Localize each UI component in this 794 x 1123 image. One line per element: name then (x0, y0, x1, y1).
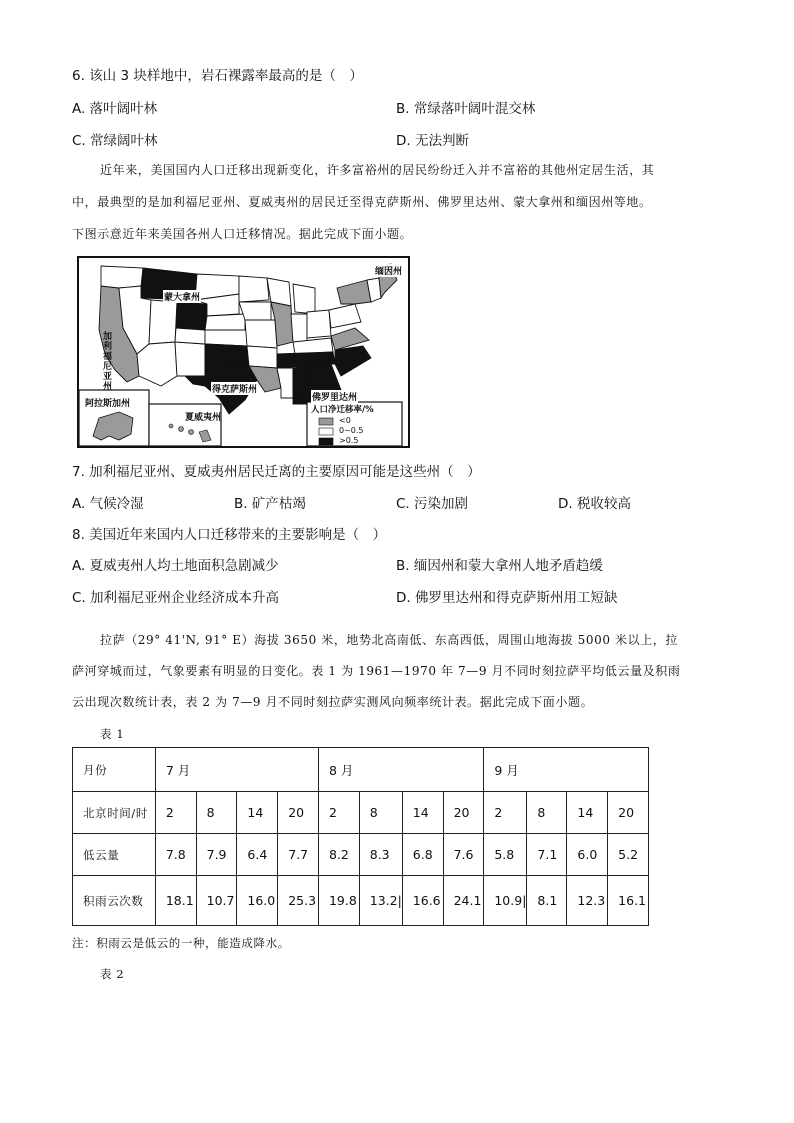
low-cloud-cell: 5.8 (484, 834, 527, 876)
q7-option-d: D. 税收较高 (558, 496, 631, 512)
cumulonimbus-cell: 8.1 (527, 876, 567, 926)
label-california: 加 利 福 尼 亚 州 (103, 332, 113, 392)
low-cloud-cell: 5.2 (608, 834, 649, 876)
q8-option-a: A. 夏威夷州人均土地面积急剧减少 (72, 558, 279, 574)
table1-caption: 表 1 (100, 727, 125, 741)
legend-item-low: 0~0.5 (339, 426, 364, 435)
q7-option-b: B. 矿产枯竭 (234, 496, 306, 512)
low-cloud-cell: 7.9 (196, 834, 237, 876)
us-map-svg (79, 258, 408, 446)
hour-cell: 8 (527, 792, 567, 834)
cumulonimbus-cell: 16.0 (237, 876, 278, 926)
low-cloud-cell: 8.3 (359, 834, 402, 876)
cumulonimbus-cell: 18.1 (155, 876, 196, 926)
low-cloud-cell: 7.6 (443, 834, 484, 876)
low-cloud-cell: 6.0 (567, 834, 608, 876)
label-hawaii: 夏威夷州 (185, 413, 222, 423)
hour-cell: 8 (196, 792, 237, 834)
hour-cell: 8 (359, 792, 402, 834)
q7-stem: 7. 加利福尼亚州、夏威夷州居民迁离的主要原因可能是这些州（ ） (72, 464, 481, 480)
us-migration-map (77, 256, 410, 448)
cumulonimbus-cell: 12.3 (567, 876, 608, 926)
hour-cell: 14 (567, 792, 608, 834)
table1-row-cumulonimbus (73, 876, 649, 926)
cumulonimbus-cell: 25.3 (278, 876, 319, 926)
hour-cell: 14 (402, 792, 443, 834)
cumulonimbus-cell: 24.1 (443, 876, 484, 926)
row-label-cumulonimbus: 积雨云次数 (73, 876, 156, 926)
hour-cell: 2 (484, 792, 527, 834)
label-maine: 缅因州 (375, 264, 402, 277)
hour-cell: 20 (278, 792, 319, 834)
passage2-line-3: 云出现次数统计表，表 2 为 7—9 月不同时刻拉萨实测风向频率统计表。据此完成下面小题。 (72, 695, 594, 709)
low-cloud-cell: 7.7 (278, 834, 319, 876)
table2-caption: 表 2 (100, 967, 125, 981)
hour-cell: 14 (237, 792, 278, 834)
hour-cell: 20 (443, 792, 484, 834)
hour-cell: 2 (155, 792, 196, 834)
month-july: 7 月 (155, 748, 318, 792)
cumulonimbus-cell: 16.1 (608, 876, 649, 926)
cumulonimbus-cell: 10.7 (196, 876, 237, 926)
q8-option-c: C. 加利福尼亚州企业经济成本升高 (72, 590, 280, 606)
passage1-line-2: 中，最典型的是加利福尼亚州、夏威夷州的居民迁至得克萨斯州、佛罗里达州、蒙大拿州和缅因州等地。 (72, 195, 652, 209)
cumulonimbus-cell: 10.9| (484, 876, 527, 926)
cumulonimbus-cell: 19.8 (318, 876, 359, 926)
legend-item-high: >0.5 (339, 436, 359, 445)
legend-item-negative: <0 (339, 416, 351, 425)
passage1-line-1: 近年来，美国国内人口迁移出现新变化，许多富裕州的居民纷纷迁入并不富裕的其他州定居生活，其 (100, 163, 655, 177)
low-cloud-cell: 6.4 (237, 834, 278, 876)
q7-option-c: C. 污染加剧 (396, 496, 469, 512)
passage2-line-1: 拉萨（29° 41'N, 91° E）海拔 3650 米，地势北高南低、东高西低，周围山地海拔 5000 米以上，拉 (100, 633, 678, 647)
hour-cell: 2 (318, 792, 359, 834)
label-florida: 佛罗里达州 (311, 390, 358, 403)
passage1-line-3: 下图示意近年来美国各州人口迁移情况。据此完成下面小题。 (72, 227, 413, 241)
low-cloud-cell: 7.1 (527, 834, 567, 876)
q6-stem: 6. 该山 3 块样地中，岩石裸露率最高的是（ ） (72, 68, 363, 84)
q6-option-b: B. 常绿落叶阔叶混交林 (396, 101, 536, 117)
q6-option-a: A. 落叶阔叶林 (72, 101, 158, 117)
row-label-month: 月份 (73, 748, 156, 792)
row-label-low-cloud: 低云量 (73, 834, 156, 876)
label-texas: 得克萨斯州 (211, 382, 258, 395)
q6-option-d: D. 无法判断 (396, 133, 469, 149)
table1-row-month (73, 748, 649, 792)
month-august: 8 月 (318, 748, 483, 792)
passage2-line-2: 萨河穿城而过，气象要素有明显的日变化。表 1 为 1961—1970 年 7—9 月不同时刻拉萨平均低云量及积雨 (72, 664, 681, 678)
table1-row-hour (73, 792, 649, 834)
q8-option-d: D. 佛罗里达州和得克萨斯州用工短缺 (396, 590, 618, 606)
hour-cell: 20 (608, 792, 649, 834)
q7-option-a: A. 气候冷湿 (72, 496, 144, 512)
table1 (72, 747, 649, 926)
row-label-hour: 北京时间/时 (73, 792, 156, 834)
table1-row-low-cloud (73, 834, 649, 876)
q6-option-c: C. 常绿阔叶林 (72, 133, 158, 149)
q8-stem: 8. 美国近年来国内人口迁移带来的主要影响是（ ） (72, 527, 387, 543)
legend-title: 人口净迁移率/% (311, 405, 374, 415)
cumulonimbus-cell: 13.2| (359, 876, 402, 926)
month-september: 9 月 (484, 748, 649, 792)
low-cloud-cell: 8.2 (318, 834, 359, 876)
table-note: 注：积雨云是低云的一种，能造成降水。 (72, 936, 290, 950)
cumulonimbus-cell: 16.6 (402, 876, 443, 926)
low-cloud-cell: 7.8 (155, 834, 196, 876)
label-montana: 蒙大拿州 (163, 290, 201, 303)
label-alaska: 阿拉斯加州 (85, 399, 131, 409)
low-cloud-cell: 6.8 (402, 834, 443, 876)
q8-option-b: B. 缅因州和蒙大拿州人地矛盾趋缓 (396, 558, 603, 574)
